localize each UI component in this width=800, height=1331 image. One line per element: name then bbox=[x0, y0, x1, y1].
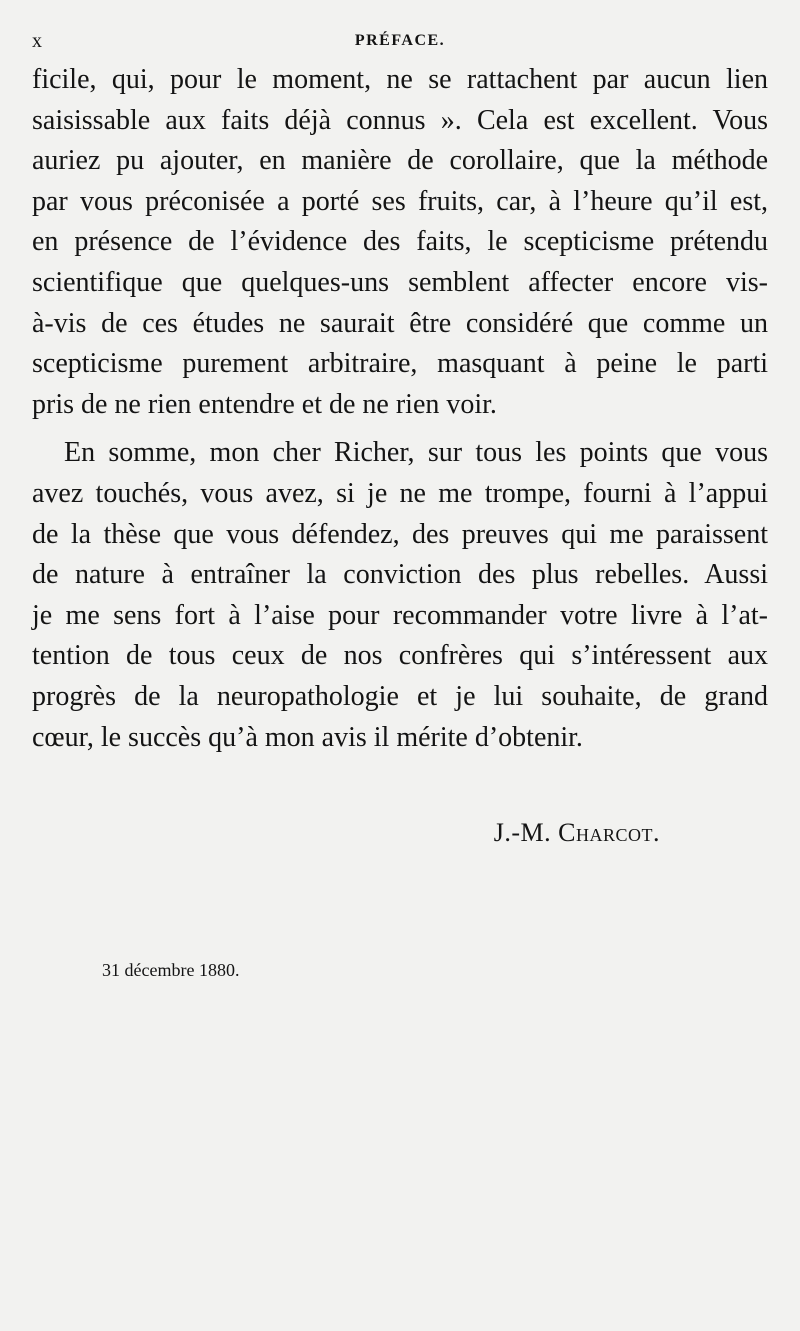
text-line: ficile, qui, pour le moment, ne se rattachent par aucun lien bbox=[32, 64, 768, 95]
text-line: à-vis de ces études ne saurait être considéré que comme un bbox=[32, 307, 768, 339]
body-text bbox=[32, 60, 768, 758]
text-line: avez touchés, vous avez, si je ne me trompe, fourni à l’appui bbox=[32, 477, 768, 509]
text-line: saisissable aux faits déjà connus ». Cela est excellent. Vous bbox=[32, 104, 768, 136]
text-line: de nature à entraîner la conviction des plus rebelles. Aussi bbox=[32, 559, 768, 591]
text-line: auriez pu ajouter, en manière de corollaire, que la méthode bbox=[32, 145, 768, 177]
text-line: par vous préconisée a porté ses fruits, car, à l’heure qu’il est, bbox=[32, 185, 768, 217]
text-line: scepticisme purement arbitraire, masquant à peine le parti bbox=[32, 348, 768, 380]
text-line: de la thèse que vous défendez, des preuves qui me paraissent bbox=[32, 518, 768, 550]
text-line: En somme, mon cher Richer, sur tous les points que vous bbox=[64, 437, 768, 469]
paragraph-2 bbox=[32, 433, 768, 758]
text-line: je me sens fort à l’aise pour recommander votre livre à l’at- bbox=[32, 599, 768, 631]
text-line: scientifique que quelques-uns semblent affecter encore vis- bbox=[32, 266, 768, 298]
text-line: en présence de l’évidence des faits, le scepticisme prétendu bbox=[32, 226, 768, 258]
page-header bbox=[32, 24, 768, 58]
running-title: PRÉFACE. bbox=[354, 32, 446, 49]
text-line: pris de ne rien entendre et de ne rien voir. bbox=[32, 388, 497, 420]
signature bbox=[0, 818, 660, 848]
date-line: 31 décembre 1880. bbox=[102, 960, 240, 980]
signature-surname: Charcot. bbox=[558, 818, 660, 847]
page-number: x bbox=[32, 30, 43, 52]
text-line: cœur, le succès qu’à mon avis il mérite d’obtenir. bbox=[32, 721, 583, 753]
paragraph-1 bbox=[32, 60, 768, 425]
text-line: progrès de la neuropathologie et je lui souhaite, de grand bbox=[32, 680, 768, 712]
signature-initials: J.-M. bbox=[493, 818, 552, 847]
text-line: tention de tous ceux de nos confrères qui s’intéressent aux bbox=[32, 640, 768, 672]
